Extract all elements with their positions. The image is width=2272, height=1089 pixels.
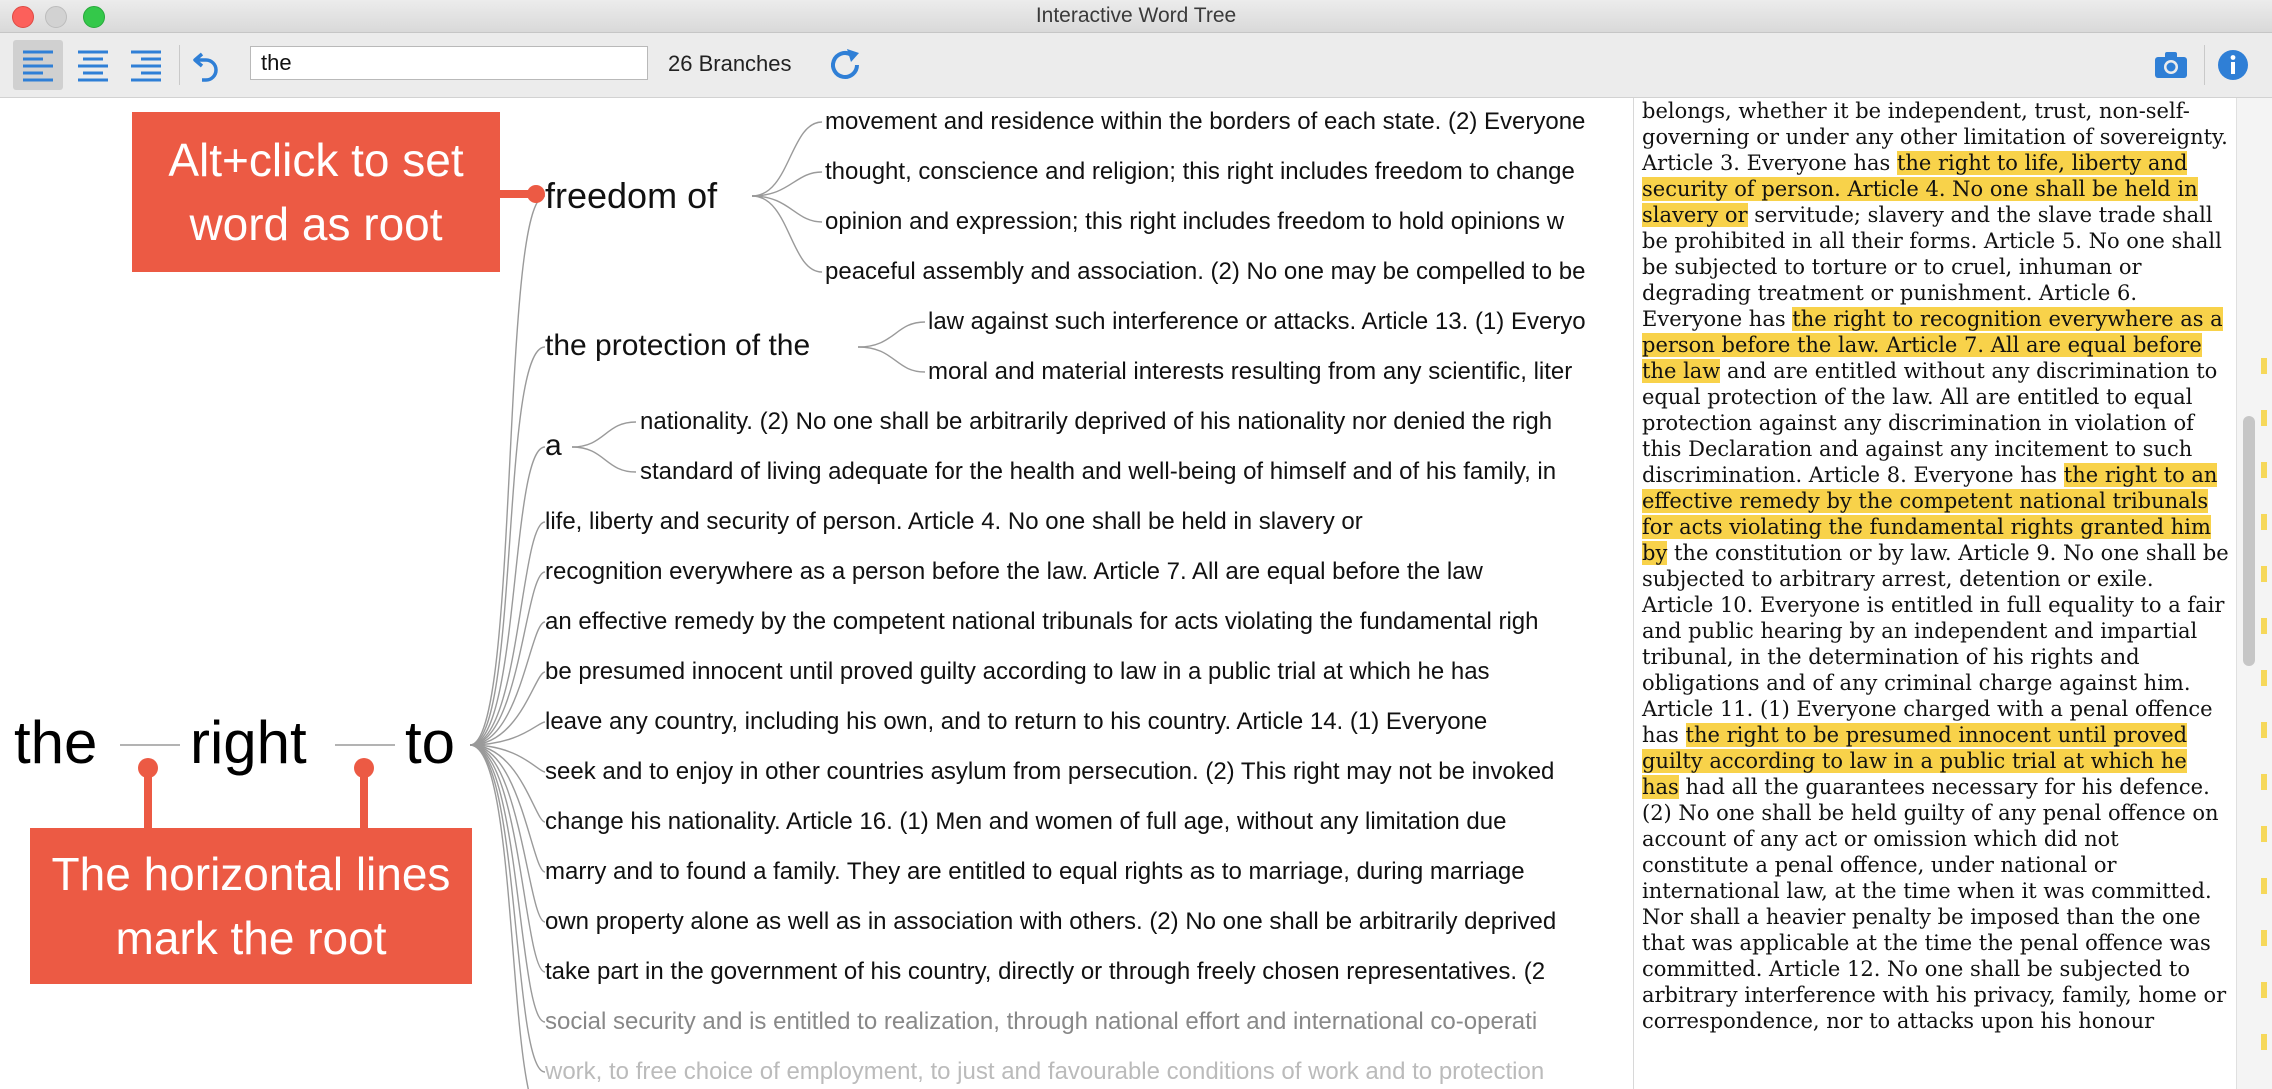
leaf[interactable]: marry and to found a family. They are entitled to equal rights as to marriage, during marriage bbox=[545, 858, 1525, 885]
branch-the-protection-of-the[interactable]: the protection of the bbox=[545, 329, 811, 362]
leaf[interactable]: an effective remedy by the competent national tribunals for acts violating the fundamental righ bbox=[545, 608, 1539, 635]
leaf[interactable]: law against such interference or attacks. Article 13. (1) Everyo bbox=[928, 308, 1586, 335]
highlighted-match: the right to be presumed innocent until proved guilty according to law in a public trial at which he has bbox=[1642, 723, 2188, 799]
undo-icon bbox=[192, 48, 222, 82]
info-icon bbox=[2217, 49, 2249, 81]
align-center-button[interactable] bbox=[68, 40, 118, 90]
callout-horizontal-pointers bbox=[130, 748, 380, 828]
align-right-icon bbox=[129, 48, 163, 82]
branches-count: 26 Branches bbox=[668, 51, 792, 76]
word-tree bbox=[0, 98, 1628, 1089]
text-segment: belongs, whether it be independent, trust, non-self-governing or under any other limitation of sovereignty. Article 3. Everyone has bbox=[1642, 99, 2228, 175]
highlighted-match: the right to recognition everywhere as a person before the law. Article 7. All are equal before the law bbox=[1642, 307, 2223, 383]
refresh-icon bbox=[827, 47, 863, 83]
title-bar bbox=[0, 0, 2272, 33]
leaf[interactable]: standard of living adequate for the health and well-being of himself and of his family, in bbox=[640, 458, 1557, 485]
leaf[interactable]: work, to free choice of employment, to just and favourable conditions of work and to protection bbox=[545, 1058, 1545, 1085]
text-segment: had all the guarantees necessary for his defence. (2) No one shall be held guilty of any penal offence on account of any act or omission which did not constitute a penal offence, under national or international law, at the time when it was committed. Nor shall a heavier penalty be imposed than the one that was applicable at the time the penal offence was committed. Article 12. No one shall be subjected to arbitrary interference with his privacy, family, home or correspondence, nor to attacks upon his honour bbox=[1642, 775, 2227, 1033]
highlight-markers bbox=[2261, 358, 2267, 1058]
root-word-right[interactable]: right bbox=[190, 709, 307, 776]
panel-scrollbar[interactable] bbox=[2236, 98, 2272, 1089]
screenshot-button[interactable] bbox=[2146, 40, 2196, 90]
align-left-button[interactable] bbox=[13, 40, 63, 90]
align-center-icon bbox=[76, 48, 110, 82]
highlighted-match: the right to life, liberty and security of person. Article 4. No one shall be held in slavery or bbox=[1642, 151, 2198, 227]
leaf[interactable]: recognition everywhere as a person before the law. Article 7. All are equal before the law bbox=[545, 558, 1483, 585]
scrollbar-thumb[interactable] bbox=[2243, 416, 2255, 666]
text-segment: the constitution or by law. Article 9. No one shall be subjected to arbitrary arrest, detention or exile. Article 10. Everyone is entitled in full equality to a fair and public hearing by an independent and impartial tribunal, in the determination of his rights and obligations and of any criminal charge against him. Article 11. (1) Everyone charged with a penal offence has bbox=[1642, 541, 2229, 747]
leaf[interactable]: opinion and expression; this right includes freedom to hold opinions w bbox=[825, 208, 1565, 235]
align-right-button[interactable] bbox=[121, 40, 171, 90]
camera-icon bbox=[2154, 51, 2188, 79]
leaf[interactable]: life, liberty and security of person. Article 4. No one shall be held in slavery or bbox=[545, 508, 1363, 535]
branch-a[interactable]: a bbox=[545, 429, 562, 462]
toolbar bbox=[0, 33, 2272, 98]
leaf[interactable]: moral and material interests resulting from any scientific, liter bbox=[928, 358, 1573, 385]
callout-alt-click: Alt+click to set word as root bbox=[132, 112, 500, 272]
leaf[interactable]: take part in the government of his country, directly or through freely chosen representatives. (2 bbox=[545, 958, 1546, 985]
leaf[interactable]: thought, conscience and religion; this right includes freedom to change bbox=[825, 158, 1575, 185]
highlighted-match: the right to an effective remedy by the competent national tribunals for acts violating the fundamental rights granted him by bbox=[1642, 463, 2218, 565]
leaf[interactable]: change his nationality. Article 16. (1) Men and women of full age, without any limitation due bbox=[545, 808, 1507, 835]
search-input[interactable] bbox=[250, 46, 648, 80]
leaf[interactable]: leave any country, including his own, and to return to his country. Article 14. (1) Everyone bbox=[545, 708, 1488, 735]
callout-horizontal-lines: The horizontal lines mark the root bbox=[30, 828, 472, 984]
undo-button[interactable] bbox=[182, 40, 232, 90]
root-word-the[interactable]: the bbox=[14, 709, 98, 776]
branch-freedom-of[interactable]: freedom of bbox=[545, 175, 718, 216]
info-button[interactable] bbox=[2208, 40, 2258, 90]
window-title: Interactive Word Tree bbox=[1035, 4, 1237, 27]
align-left-icon bbox=[21, 48, 55, 82]
toolbar-separator bbox=[2204, 45, 2205, 85]
source-text-panel[interactable] bbox=[1633, 98, 2237, 1089]
root-word-to[interactable]: to bbox=[405, 709, 456, 776]
source-text bbox=[1634, 98, 2237, 1034]
text-segment: and are entitled without any discrimination to equal protection of the law. All are entitled to equal protection against any discrimination in violation of this Declaration and against any incitement to such discrimination. Article 8. Everyone has bbox=[1642, 359, 2218, 487]
leaf[interactable]: movement and residence within the borders of each state. (2) Everyone bbox=[825, 108, 1586, 135]
toolbar-separator bbox=[179, 45, 180, 85]
refresh-button[interactable] bbox=[820, 40, 870, 90]
leaf[interactable]: be presumed innocent until proved guilty according to law in a public trial at which he has bbox=[545, 658, 1490, 685]
leaf[interactable]: own property alone as well as in association with others. (2) No one shall be arbitrarily deprived bbox=[545, 908, 1557, 935]
text-segment: servitude; slavery and the slave trade shall be prohibited in all their forms. Article 5. No one shall be subjected to torture or to cruel, inhuman or degrading treatment or punishment. Article 6. Everyone has bbox=[1642, 203, 2222, 331]
leaf[interactable]: social security and is entitled to realization, through national effort and international co-operati bbox=[545, 1008, 1538, 1035]
callout-alt-click-pointer bbox=[498, 180, 548, 210]
leaf[interactable]: nationality. (2) No one shall be arbitrarily deprived of his nationality nor denied the righ bbox=[640, 408, 1553, 435]
leaf[interactable]: peaceful assembly and association. (2) No one may be compelled to be bbox=[825, 258, 1586, 285]
leaf[interactable]: seek and to enjoy in other countries asylum from persecution. (2) This right may not be invoked bbox=[545, 758, 1555, 785]
